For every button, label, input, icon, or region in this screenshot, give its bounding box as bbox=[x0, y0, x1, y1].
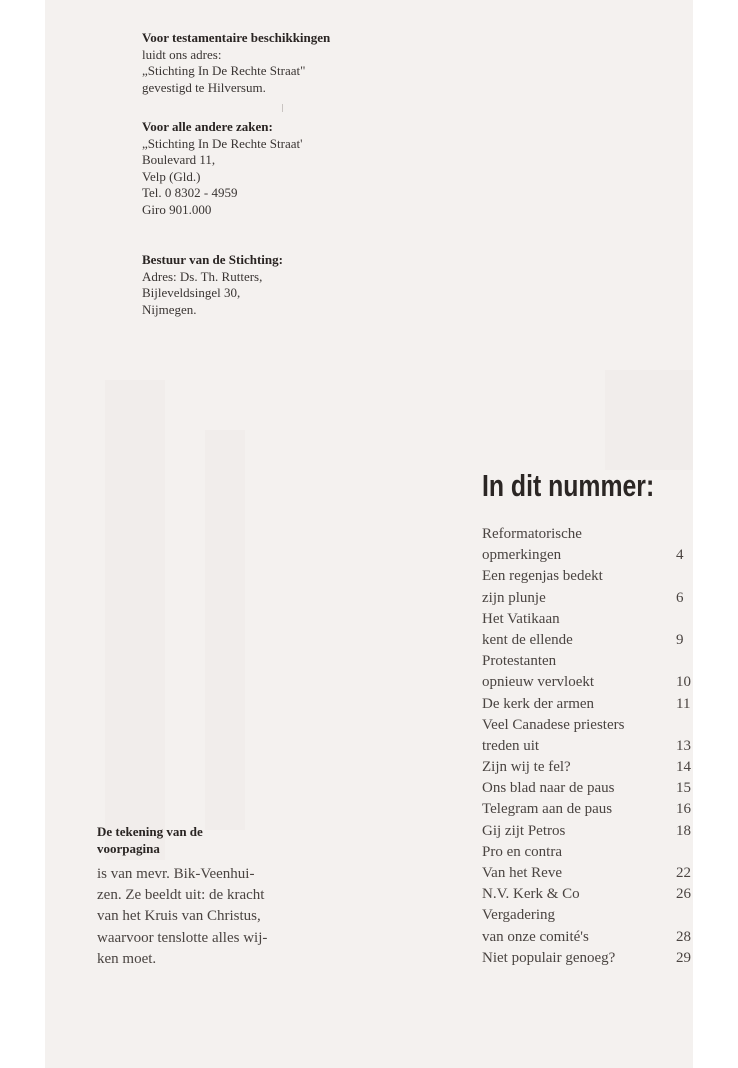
toc-row bbox=[482, 524, 694, 545]
toc-entry-title: treden uit bbox=[482, 737, 540, 754]
toc-page-number: 4 bbox=[676, 547, 684, 564]
toc-page-number: 18 bbox=[676, 822, 691, 839]
toc-page-number: 11 bbox=[676, 695, 691, 712]
toc-row bbox=[482, 630, 694, 651]
address-line: gevestigd te Hilversum. bbox=[142, 79, 266, 95]
toc-row bbox=[482, 715, 694, 736]
toc-page-number: 9 bbox=[676, 631, 684, 648]
address-line: „Stichting In De Rechte Straat' bbox=[142, 135, 303, 151]
show-through-shape bbox=[605, 370, 693, 470]
address-line: Nijmegen. bbox=[142, 301, 197, 317]
toc-entry-title: Telegram aan de paus bbox=[482, 801, 613, 818]
contents-title: In dit nummer: bbox=[482, 468, 655, 503]
cover-drawing-heading-line: voorpagina bbox=[97, 841, 160, 856]
toc-row bbox=[482, 757, 694, 778]
toc-row bbox=[482, 927, 694, 948]
toc-page-number: 10 bbox=[676, 674, 691, 691]
toc-page-number: 22 bbox=[676, 865, 691, 881]
toc-page-number: 14 bbox=[676, 759, 691, 776]
show-through-shape bbox=[205, 430, 245, 830]
toc-row bbox=[482, 736, 694, 757]
toc-entry-title: Pro en contra bbox=[482, 843, 562, 860]
toc-entry-title: Ons blad naar de paus bbox=[482, 780, 615, 797]
address-line: „Stichting In De Rechte Straat" bbox=[142, 63, 306, 78]
toc-row bbox=[482, 842, 694, 863]
address-line: Velp (Gld.) bbox=[142, 168, 201, 184]
address-line: Boulevard 11, bbox=[142, 152, 216, 167]
toc-row bbox=[482, 651, 694, 672]
giro-line: Giro 901.000 bbox=[142, 201, 212, 217]
toc-page-number: 26 bbox=[676, 886, 691, 903]
toc-entry-title: Het Vatikaan bbox=[482, 610, 560, 627]
phone-line: Tel. 0 8302 - 4959 bbox=[142, 185, 238, 200]
toc-row bbox=[482, 609, 694, 630]
toc-entry-title: Reformatorische bbox=[482, 526, 582, 542]
toc-entry-title: Protestanten bbox=[482, 653, 557, 670]
toc-entry-title: van onze comité's bbox=[482, 928, 589, 945]
toc-row bbox=[482, 905, 694, 926]
toc-entry-title: Gij zijt Petros bbox=[482, 822, 566, 839]
cover-drawing-line: zen. Ze beeldt uit: de kracht bbox=[97, 887, 265, 904]
toc-row bbox=[482, 821, 694, 842]
address-testament bbox=[142, 30, 330, 96]
board-address bbox=[142, 252, 283, 318]
toc-row bbox=[482, 863, 694, 884]
toc-page-number: 28 bbox=[676, 928, 691, 945]
address-line: Adres: Ds. Th. Rutters, bbox=[142, 268, 263, 284]
toc-page-number: 15 bbox=[676, 780, 691, 797]
toc-entry-title: Van het Reve bbox=[482, 865, 562, 881]
toc-entry-title: Een regenjas bedekt bbox=[482, 568, 603, 585]
address-line: luidt ons adres: bbox=[142, 46, 222, 62]
toc-entry-title: opnieuw vervloekt bbox=[482, 674, 595, 691]
show-through-shape bbox=[105, 380, 165, 860]
address-testament-heading: Voor testamentaire beschikkingen bbox=[142, 30, 331, 45]
toc-entry-title: kent de ellende bbox=[482, 631, 573, 648]
cover-drawing-line: waarvoor tenslotte alles wij- bbox=[97, 929, 268, 946]
toc-entry-title: N.V. Kerk & Co bbox=[482, 886, 580, 903]
cover-drawing-line: van het Kruis van Christus, bbox=[97, 908, 261, 925]
toc-entry-title: Zijn wij te fel? bbox=[482, 759, 571, 776]
toc-entry-title: Vergadering bbox=[482, 907, 556, 924]
toc-entry-title: Niet populair genoeg? bbox=[482, 949, 616, 966]
cover-drawing-line: is van mevr. Bik-Veenhui- bbox=[97, 866, 255, 882]
cover-drawing-line: ken moet. bbox=[97, 950, 157, 967]
print-mark bbox=[282, 104, 283, 112]
toc-page-number: 6 bbox=[676, 589, 684, 606]
toc-row bbox=[482, 672, 694, 693]
toc-entry-title: Veel Canadese priesters bbox=[482, 716, 625, 733]
toc-row bbox=[482, 948, 694, 969]
toc-page-number: 13 bbox=[676, 737, 691, 754]
toc-row bbox=[482, 778, 694, 799]
toc-row bbox=[482, 566, 694, 587]
cover-drawing-text bbox=[97, 864, 267, 970]
board-heading: Bestuur van de Stichting: bbox=[142, 252, 283, 267]
cover-drawing-heading-line: De tekening van de bbox=[97, 824, 203, 839]
toc-page-number: 16 bbox=[676, 801, 691, 818]
toc-row bbox=[482, 545, 694, 566]
table-of-contents bbox=[482, 524, 694, 969]
toc-entry-title: zijn plunje bbox=[482, 589, 546, 606]
toc-page-number: 29 bbox=[676, 949, 691, 966]
toc-row bbox=[482, 588, 694, 609]
toc-entry-title: De kerk der armen bbox=[482, 695, 595, 712]
address-other-heading: Voor alle andere zaken: bbox=[142, 119, 273, 134]
toc-row bbox=[482, 884, 694, 905]
toc-entry-title: opmerkingen bbox=[482, 547, 562, 564]
address-line: Bijleveldsingel 30, bbox=[142, 285, 241, 300]
toc-row bbox=[482, 799, 694, 820]
address-other bbox=[142, 119, 302, 218]
cover-drawing-heading bbox=[97, 823, 203, 857]
toc-row bbox=[482, 694, 694, 715]
